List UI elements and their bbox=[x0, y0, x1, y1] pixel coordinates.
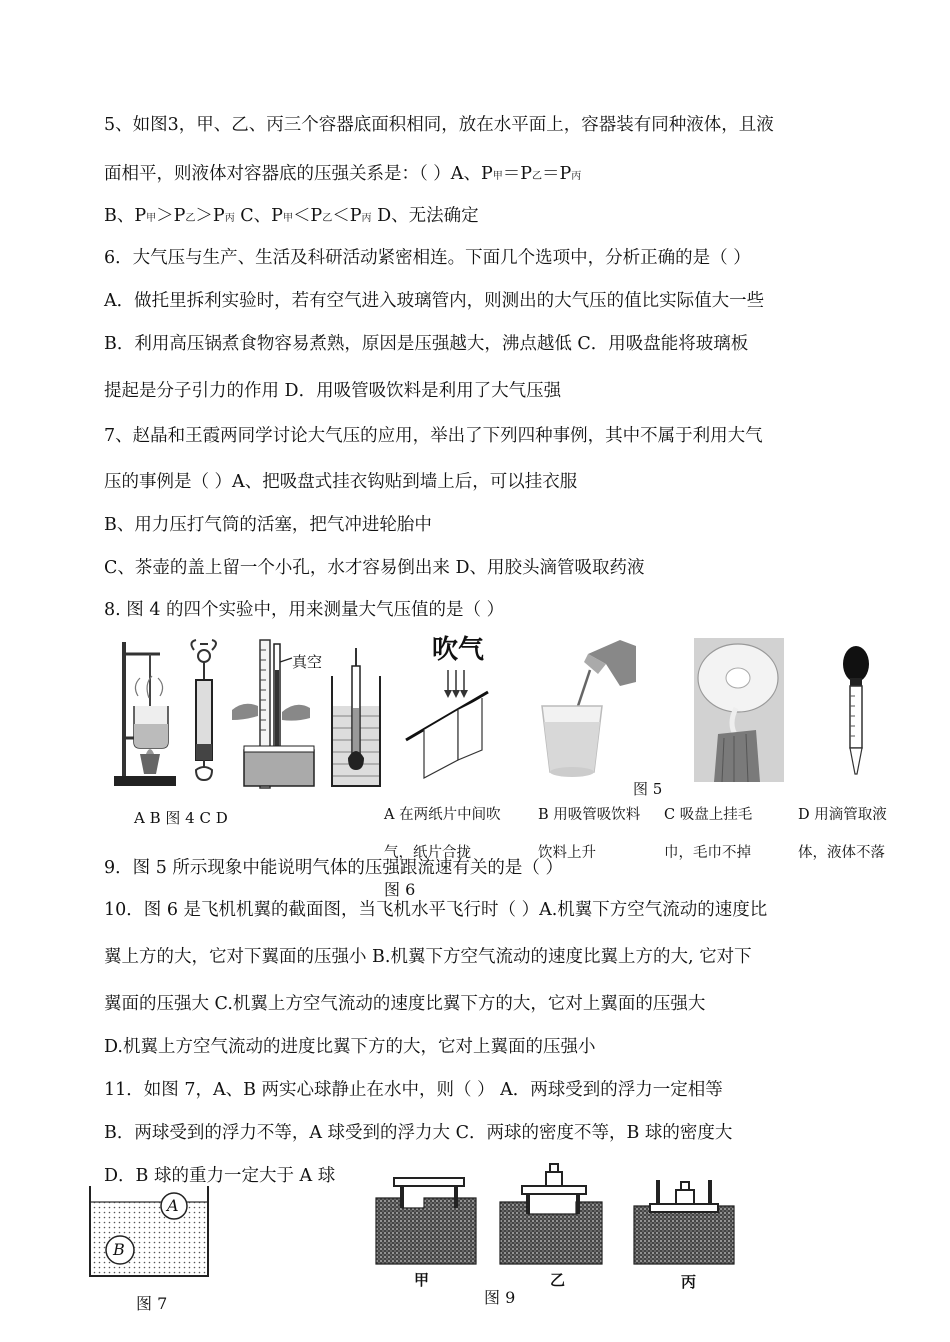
fig5-caption: 图 5 bbox=[633, 780, 663, 798]
fig6-caption: 图 6 bbox=[384, 880, 416, 899]
fig4-caption: A B 图 4 C D bbox=[134, 809, 228, 827]
fig5-option-a: A 在两纸片中间吹气，纸片合拢 bbox=[384, 807, 501, 861]
q5-line-2: 面相平，则液体对容器底的压强关系是：（ ）A、P甲＝P乙＝P丙 bbox=[104, 164, 582, 184]
q6-line-2: A．做托里拆利实验时，若有空气进入玻璃管内，则测出的大气压的值比实际值大一些 bbox=[104, 291, 765, 311]
fig5-option-b: B 用吸管吸饮料饮料上升 bbox=[538, 807, 641, 861]
q9-line-1: 9．图 5 所示现象中能说明气体的压强跟流速有关的是（ ） bbox=[104, 858, 563, 878]
fig9-caption: 图 9 bbox=[484, 1288, 516, 1307]
fig7-ball-b-label: B bbox=[113, 1240, 125, 1259]
q7-line-4: C、茶壶的盖上留一个小孔，水才容易倒出来 D、用胶头滴管吸取药液 bbox=[104, 558, 645, 578]
q7-line-1: 7、赵晶和王霞两同学讨论大气压的应用，举出了下列四种事例，其中不属于利用大气 bbox=[104, 426, 763, 446]
fig9-label-bing: 丙 bbox=[681, 1273, 697, 1291]
fig9-pressure-blocks bbox=[372, 1160, 744, 1266]
q11-line-2: B．两球受到的浮力不等，A 球受到的浮力大 C．两球的密度不等，B 球的密度大 bbox=[104, 1123, 733, 1143]
q11-line-3: D．B 球的重力一定大于 A 球 bbox=[104, 1166, 336, 1186]
q10-line-1: 10．图 6 是飞机机翼的截面图，当飞机水平飞行时（ ）A.机翼下方空气流动的速度比 bbox=[104, 900, 768, 920]
fig7-caption: 图 7 bbox=[136, 1294, 168, 1313]
q6-line-4: 提起是分子引力的作用 D．用吸管吸饮料是利用了大气压强 bbox=[104, 381, 562, 401]
q7-line-2: 压的事例是（ ）A、把吸盘式挂衣钩贴到墙上后，可以挂衣服 bbox=[104, 472, 578, 492]
q10-line-2: 翼上方的大，它对下翼面的压强小 B.机翼下方空气流动的速度比翼上方的大, 它对下 bbox=[104, 947, 752, 967]
fig5-blow-label: 吹气 bbox=[432, 635, 485, 665]
q11-line-1: 11．如图 7，A、B 两实心球静止在水中，则（ ） A．两球受到的浮力一定相等 bbox=[104, 1080, 723, 1100]
q6-line-3: B．利用高压锅煮食物容易煮熟，原因是压强越大，沸点越低 C．用吸盘能将玻璃板 bbox=[104, 334, 749, 354]
q10-line-3: 翼面的压强大 C.机翼上方空气流动的速度比翼下方的大，它对上翼面的压强大 bbox=[104, 994, 706, 1014]
fig7-ball-a-label: A bbox=[167, 1196, 179, 1215]
q10-line-4: D.机翼上方空气流动的进度比翼下方的大，它对上翼面的压强小 bbox=[104, 1037, 596, 1057]
fig9-label-yi: 乙 bbox=[550, 1271, 566, 1289]
q5-line-3: B、P甲＞P乙＞P丙 C、P甲＜P乙＜P丙 D、无法确定 bbox=[104, 206, 479, 226]
fig4-apparatus-d bbox=[328, 648, 384, 790]
q5-line-1: 5、如图3，甲、乙、丙三个容器底面积相同，放在水平面上，容器装有同种液体，且液 bbox=[104, 115, 774, 135]
q8-line-1: 8. 图 4 的四个实验中，用来测量大气压值的是（ ） bbox=[104, 600, 505, 620]
fig5-dropper bbox=[838, 644, 874, 776]
fig5-straw-drink bbox=[536, 640, 640, 780]
fig4-apparatus-b bbox=[186, 640, 224, 782]
fig5-paper-strips bbox=[402, 668, 502, 782]
fig7-water-container bbox=[88, 1186, 212, 1280]
fig4-apparatus-a bbox=[110, 636, 180, 788]
fig5-option-c: C 吸盘上挂毛巾，毛巾不掉 bbox=[664, 807, 753, 861]
fig5-option-d: D 用滴管取液体，液体不落 bbox=[798, 807, 887, 861]
q7-line-3: B、用力压打气筒的活塞，把气冲进轮胎中 bbox=[104, 515, 432, 535]
fig5-suction-cup-towel bbox=[694, 638, 784, 782]
fig4-vacuum-label: 真空 bbox=[292, 653, 323, 671]
q6-line-1: 6．大气压与生产、生活及科研活动紧密相连。下面几个选项中，分析正确的是（ ） bbox=[104, 248, 751, 268]
fig9-label-jia: 甲 bbox=[414, 1271, 430, 1289]
